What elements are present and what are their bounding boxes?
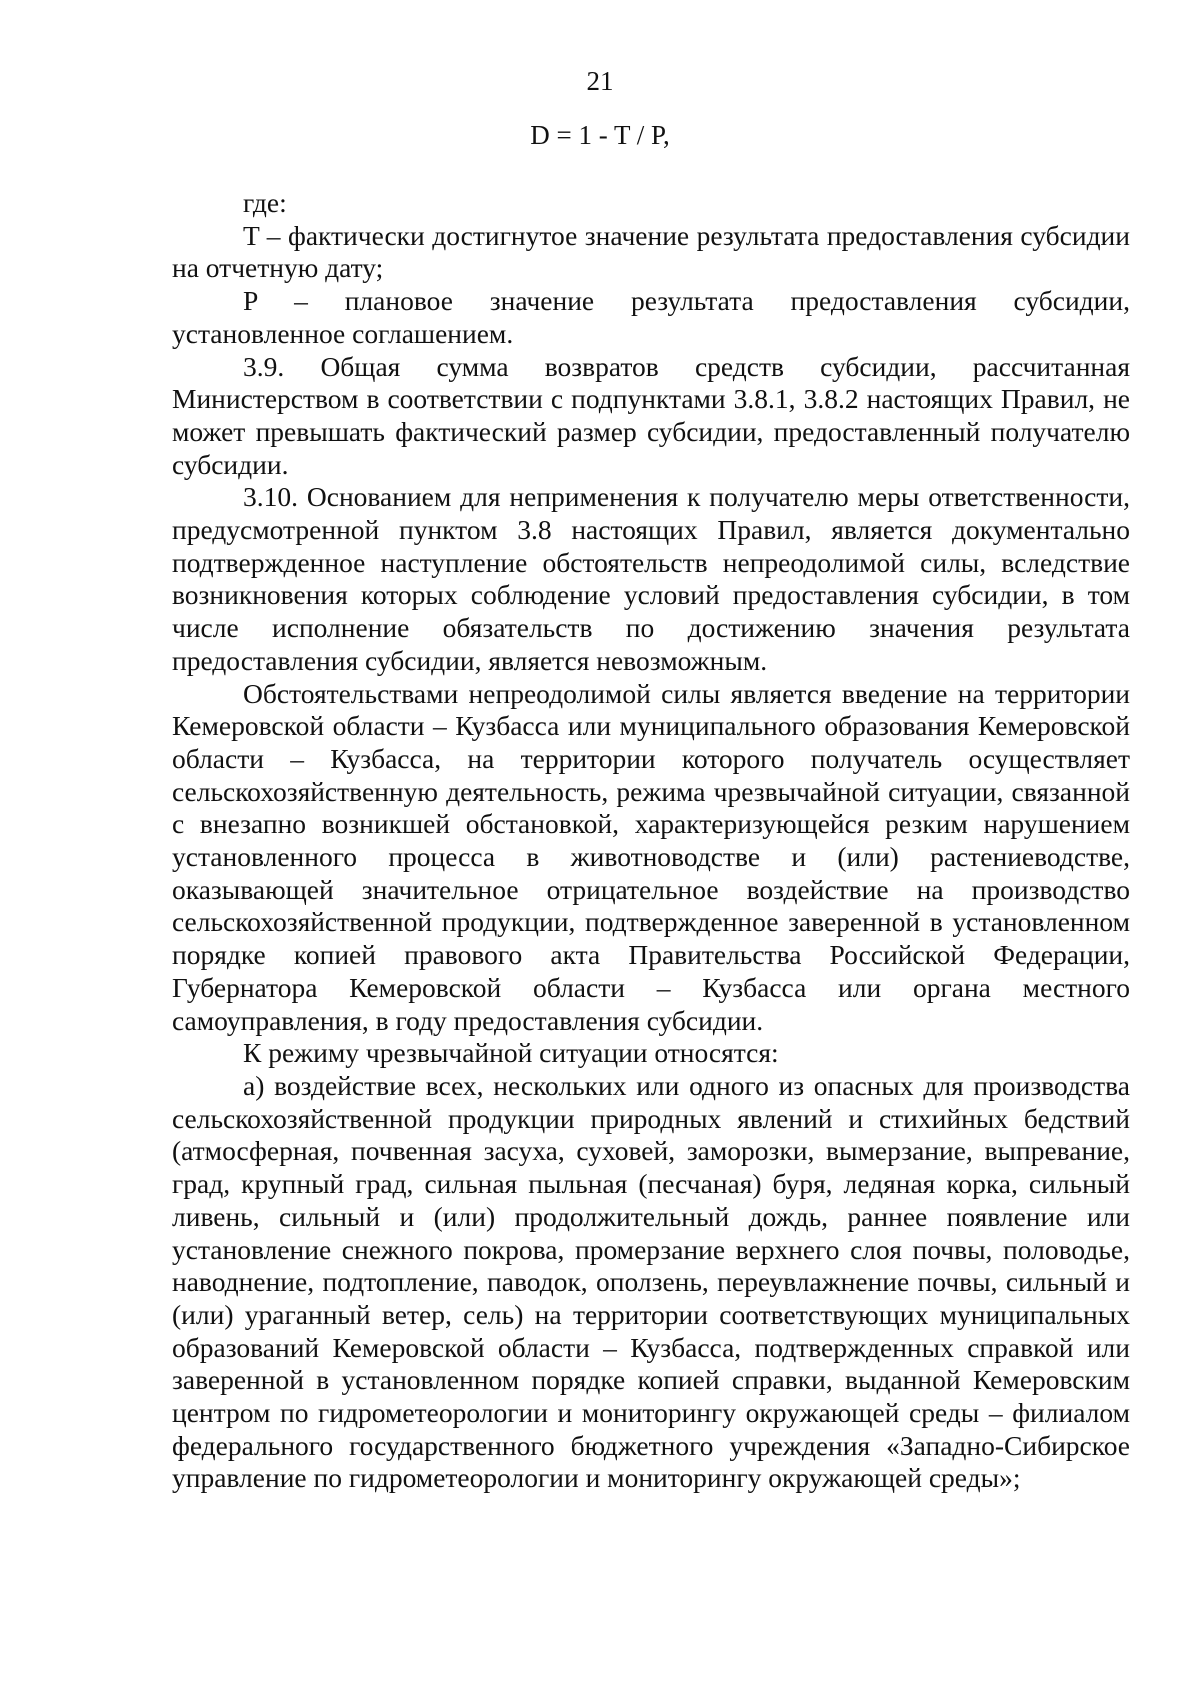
paragraph-3-9: 3.9. Общая сумма возвратов средств субсидии, рассчитанная Министерством в соответствии с подпунктами 3.8.1, 3.8.2 настоящих Правил, не может превышать фактический размер субсидии, предоставленный получателю субсидии.	[172, 350, 1130, 480]
paragraph-p-definition: P – плановое значение результата предоставления субсидии, установленное соглашением.	[172, 285, 1130, 349]
document-body	[172, 187, 1130, 1495]
paragraph-force-majeure: Обстоятельствами непреодолимой силы является введение на территории Кемеровской области – Кузбасса или муниципального образования Кемеровской области – Кузбасса, на территории которого получатель осуществляет сельскохозяйственную деятельность, режима чрезвычайной ситуации, связанной с внезапно возникшей обстановкой, характеризующейся резким нарушением установленного процесса в животноводстве и (или) растениеводстве, оказывающей значительное отрицательное воздействие на производство сельскохозяйственной продукции, подтвержденное заверенной в установленном порядке копией правового акта Правительства Российской Федерации, Губернатора Кемеровской области – Кузбасса или органа местного самоуправления, в году предоставления субсидии.	[172, 677, 1130, 1036]
formula: D = 1 - T / P,	[530, 120, 670, 150]
paragraph-3-10: 3.10. Основанием для неприменения к получателю меры ответственности, предусмотренной пунктом 3.8 настоящих Правил, является документально подтвержденное наступление обстоятельств непреодолимой силы, вследствие возникновения которых соблюдение условий предоставления субсидии, в том числе исполнение обязательств по достижению значения результата предоставления субсидии, является невозможным.	[172, 481, 1130, 676]
paragraph-t-definition: T – фактически достигнутое значение результата предоставления субсидии на отчетную дату;	[172, 219, 1130, 284]
paragraph-item-a: а) воздействие всех, нескольких или одного из опасных для производства сельскохозяйственной продукции природных явлений и стихийных бедствий (атмосферная, почвенная засуха, суховей, заморозки, вымерзание, выпревание, град, крупный град, сильная пыльная (песчаная) буря, ледяная корка, сильный ливень, сильный и (или) продолжительный дождь, раннее появление или установление снежного покрова, промерзание верхнего слоя почвы, половодье, наводнение, подтопление, паводок, оползень, переувлажнение почвы, сильный и (или) ураганный ветер, сель) на территории соответствующих муниципальных образований Кемеровской области – Кузбасса, подтвержденных справкой или заверенной в установленном порядке копией справки, выданной Кемеровским центром по гидрометеорологии и мониторингу окружающей среды – филиалом федерального государственного бюджетного учреждения «Западно-Сибирское управление по гидрометеорологии и мониторингу окружающей среды»;	[172, 1069, 1130, 1494]
paragraph-where: где:	[243, 187, 287, 218]
paragraph-emergency-intro: К режиму чрезвычайной ситуации относятся:	[243, 1037, 779, 1069]
page-number: 21	[586, 66, 614, 96]
